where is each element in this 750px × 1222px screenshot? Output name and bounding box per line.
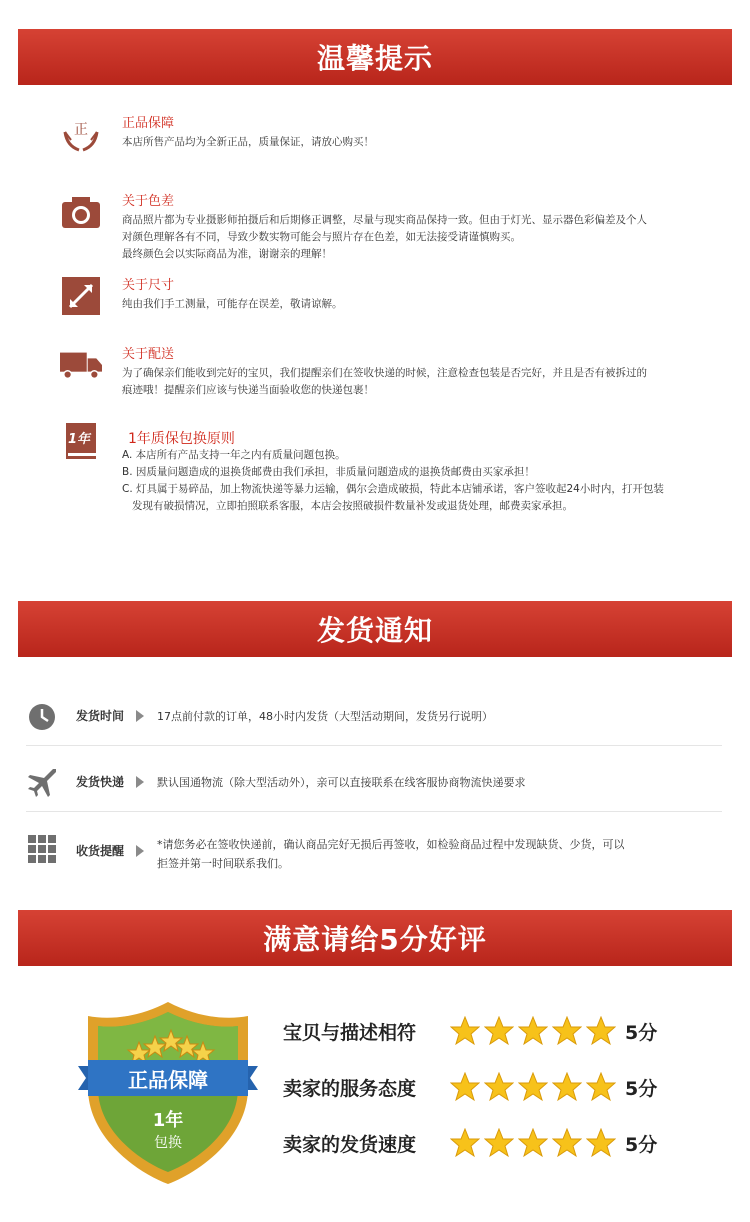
truck-icon <box>60 345 102 385</box>
tip-line: 最终颜色会以实际商品为准，谢谢亲的理解！ <box>122 248 332 260</box>
size-icon <box>60 276 102 316</box>
badge-year: 1年 <box>152 1110 184 1131</box>
tip-title: 正品保障 <box>122 116 175 131</box>
star-icon <box>516 1070 549 1103</box>
star-icon <box>482 1014 515 1047</box>
star-icon <box>448 1070 481 1103</box>
star-icon <box>448 1014 481 1047</box>
shipping-banner-title: 发货通知 <box>316 614 433 647</box>
badge-title: 正品保障 <box>128 1068 208 1092</box>
tip-title: 关于尺寸 <box>122 278 175 293</box>
clock-icon <box>26 701 58 733</box>
grid-icon <box>26 833 58 865</box>
tip-line: 纯由我们手工测量，可能存在误差，敬请谅解。 <box>122 298 343 310</box>
ship-row-express <box>26 763 722 803</box>
star-icon <box>516 1126 549 1159</box>
tip-body <box>122 212 732 263</box>
tips-banner-title: 温馨提示 <box>316 42 433 75</box>
tip-body <box>122 296 732 313</box>
tip-color <box>60 190 730 260</box>
star-icon <box>584 1014 617 1047</box>
rating-score: 5分 <box>625 1078 658 1100</box>
tip-body <box>122 134 732 151</box>
ship-text <box>157 835 625 873</box>
tip-line: C. 灯具属于易碎品，加上物流快递等暴力运输，偶尔会造成破损，特此本店铺承诺，客户签收起24小时内，打开包装 <box>122 483 664 495</box>
star-icon <box>550 1070 583 1103</box>
badge-sub: 包换 <box>154 1135 182 1151</box>
rating-label: 卖家的服务态度 <box>283 1078 417 1100</box>
tip-title: 关于配送 <box>122 347 175 362</box>
tip-line: 商品照片都为专业摄影师拍摄后和后期修正调整，尽量与现实商品保持一致。但由于灯光、显示器色彩偏差及个人 <box>122 214 647 226</box>
svg-text:正: 正 <box>74 122 88 138</box>
tips-banner <box>18 29 732 85</box>
star-icon <box>482 1070 515 1103</box>
rating-banner-title: 满意请给5分好评 <box>263 923 487 956</box>
ship-text <box>157 773 526 792</box>
star-icon <box>550 1014 583 1047</box>
shield-icon <box>78 998 258 1188</box>
tip-body <box>122 365 732 399</box>
warranty-icon-text: 1年 <box>68 432 91 447</box>
ship-row-receive <box>26 829 722 879</box>
tip-body <box>122 447 732 515</box>
tip-title: 1年质保包换原则 <box>128 431 235 447</box>
rating-label: 卖家的发货速度 <box>283 1134 417 1156</box>
rating-banner <box>18 910 732 966</box>
tip-title: 关于色差 <box>122 194 175 209</box>
tip-line: 对颜色理解各有不同，导致少数实物可能会与照片存在色差，如无法接受请谨慎购买。 <box>122 231 521 243</box>
tip-delivery <box>60 343 730 398</box>
tip-line: 痕迹哦！提醒亲们应该与快递当面验收您的快递包裹！ <box>122 384 374 396</box>
arrow-right-icon <box>136 776 144 788</box>
tip-size <box>60 274 730 319</box>
ship-text <box>157 707 493 726</box>
divider <box>26 745 722 746</box>
genuine-badge <box>78 998 258 1188</box>
star-icon <box>448 1126 481 1159</box>
tip-line: 发现有破损情况，立即拍照联系客服，本店会按照破损件数量补发或退货处理，邮费卖家承担。 <box>122 500 574 512</box>
ship-label: 发货时间 <box>76 709 125 723</box>
rating-stars <box>448 1014 618 1050</box>
arrow-right-icon <box>136 845 144 857</box>
rating-row <box>283 1070 673 1106</box>
rating-row <box>283 1126 673 1162</box>
airplane-icon <box>26 767 58 799</box>
ship-label: 收货提醒 <box>76 844 125 858</box>
genuine-icon <box>60 114 102 154</box>
star-icon <box>584 1070 617 1103</box>
star-icon <box>550 1126 583 1159</box>
ship-row-time <box>26 697 722 737</box>
tip-line: 为了确保亲们能收到完好的宝贝，我们提醒亲们在签收快递的时候，注意检查包装是否完好，并且是否有被拆过的 <box>122 367 647 379</box>
ship-line: *请您务必在签收快递前，确认商品完好无损后再签收，如检验商品过程中发现缺货、少货，可以 <box>157 838 625 851</box>
rating-stars <box>448 1126 618 1162</box>
rating-score: 5分 <box>625 1022 658 1044</box>
tip-line: B. 因质量问题造成的退换货邮费由我们承担，非质量问题造成的退换货邮费由买家承担！ <box>122 466 535 478</box>
star-icon <box>482 1126 515 1159</box>
rating-label: 宝贝与描述相符 <box>283 1022 417 1044</box>
arrow-right-icon <box>136 710 144 722</box>
camera-icon <box>60 192 102 232</box>
tip-line: 本店所售产品均为全新正品，质量保证，请放心购买！ <box>122 136 374 148</box>
warranty-icon <box>60 422 102 462</box>
divider <box>26 811 722 812</box>
tip-genuine <box>60 112 730 162</box>
ship-line: 默认国通物流（除大型活动外），亲可以直接联系在线客服协商物流快递要求 <box>157 776 526 789</box>
ship-line: 拒签并第一时间联系我们。 <box>157 857 289 870</box>
rating-stars <box>448 1070 618 1106</box>
star-icon <box>516 1014 549 1047</box>
tip-line: A. 本店所有产品支持一年之内有质量问题包换。 <box>122 449 346 461</box>
rating-score: 5分 <box>625 1134 658 1156</box>
ship-label: 发货快递 <box>76 775 125 789</box>
shipping-banner <box>18 601 732 657</box>
tip-warranty <box>60 426 730 521</box>
star-icon <box>584 1126 617 1159</box>
rating-row <box>283 1014 673 1050</box>
ship-line: 17点前付款的订单，48小时内发货（大型活动期间，发货另行说明） <box>157 710 493 723</box>
